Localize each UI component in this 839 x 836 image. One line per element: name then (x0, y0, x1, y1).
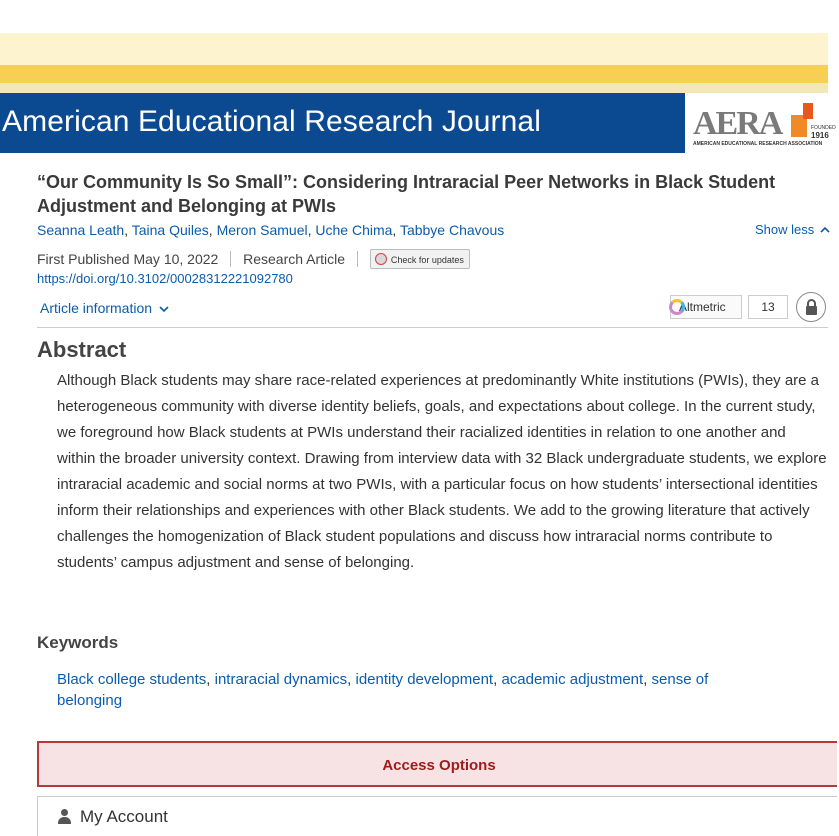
logo-text: AERA (693, 105, 782, 142)
logo-mark-red (803, 103, 813, 119)
keyword-link[interactable]: sense of belonging (57, 671, 709, 709)
lock-icon[interactable] (796, 292, 826, 322)
altmetric-badge (670, 295, 742, 319)
person-icon (57, 809, 71, 825)
section-divider (37, 327, 828, 328)
person-body (58, 817, 71, 824)
access-options-button[interactable] (37, 741, 837, 787)
altmetric-widget[interactable] (670, 295, 790, 319)
my-account-label: My Account (80, 807, 168, 826)
keyword-separator: , (206, 671, 215, 688)
abstract-heading: Abstract (37, 337, 127, 362)
article-info-label: Article information (40, 300, 153, 316)
divider (357, 251, 358, 267)
author-separator: , (208, 222, 217, 238)
show-less-label: Show less (755, 222, 815, 237)
author-list (37, 222, 504, 238)
keyword-link[interactable]: academic adjustment (501, 671, 644, 688)
altmetric-label: Altmetric (679, 300, 726, 314)
logo-founded: FOUNDED (811, 125, 836, 131)
article-type: Research Article (243, 251, 346, 267)
show-less-button[interactable] (755, 222, 830, 237)
check-for-updates-button[interactable] (370, 249, 470, 269)
abstract-text: Although Black students may share race-related experiences at predominantly White institutions (PWIs), they are a heterogeneous community with diverse identity beliefs, goals, and expectations about college. In the current study, we foreground how Black students at PWIs understand their racialized identities in relation to one another and within the broader university context. Drawing from interview data with 32 Black undergraduate students, we explore intraracial academic and social norms at two PWIs, with a particular focus on how students’ intersectional identities inform their relationships and experiences with other Black students. We add to the growing literature that actively challenges the homogenization of Black student populations and discuss how intraracial norms contribute to students’ campus adjustment and sense of belonging. (57, 372, 827, 571)
keyword-list (57, 669, 777, 711)
keyword-link[interactable]: identity development (355, 671, 494, 688)
chevron-up-icon (820, 226, 830, 234)
crossmark-icon (375, 253, 387, 265)
author-link[interactable]: Uche Chima (315, 222, 393, 238)
keywords-heading: Keywords (37, 633, 119, 652)
logo-year: 1916 (811, 131, 829, 140)
author-separator: , (307, 222, 316, 238)
person-head (61, 809, 68, 816)
keyword-link[interactable]: intraracial dynamics (214, 671, 348, 688)
chevron-down-icon (159, 305, 169, 313)
access-options-label: Access Options (382, 757, 496, 774)
divider (230, 251, 231, 267)
author-separator: , (124, 222, 132, 238)
check-updates-label: Check for updates (390, 254, 464, 265)
author-link[interactable]: Taina Quiles (131, 222, 209, 238)
article-title: “Our Community Is So Small”: Considering Intraracial Peer Networks in Black Student Adjustment and Belonging at PWIs (37, 172, 776, 216)
doi-link[interactable]: https://doi.org/10.3102/00028312221092780 (37, 271, 293, 286)
author-link[interactable]: Tabbye Chavous (399, 222, 505, 238)
banner-light-stripe (0, 83, 828, 93)
journal-header (0, 93, 836, 153)
first-published: First Published May 10, 2022 (37, 251, 219, 267)
keyword-separator: , (493, 671, 502, 688)
banner-gold-stripe (0, 65, 828, 83)
logo-subtitle: AMERICAN EDUCATIONAL RESEARCH ASSOCIATION (693, 141, 823, 147)
top-margin (0, 0, 828, 33)
keyword-separator: , (643, 671, 652, 688)
altmetric-donut-icon (669, 299, 685, 315)
keyword-link[interactable]: Black college students (57, 671, 207, 688)
author-link[interactable]: Meron Samuel (216, 222, 308, 238)
banner-pale-stripe (0, 33, 828, 65)
author-separator: , (392, 222, 400, 238)
my-account-panel[interactable] (37, 796, 837, 836)
article-information-toggle[interactable] (40, 300, 169, 316)
lock-body (806, 306, 817, 315)
altmetric-score: 13 (748, 295, 788, 319)
publication-info (37, 249, 470, 269)
aera-logo[interactable] (685, 93, 836, 153)
author-link[interactable]: Seanna Leath (37, 222, 125, 238)
keyword-separator: , (347, 671, 356, 688)
journal-title[interactable]: American Educational Research Journal (2, 105, 541, 138)
